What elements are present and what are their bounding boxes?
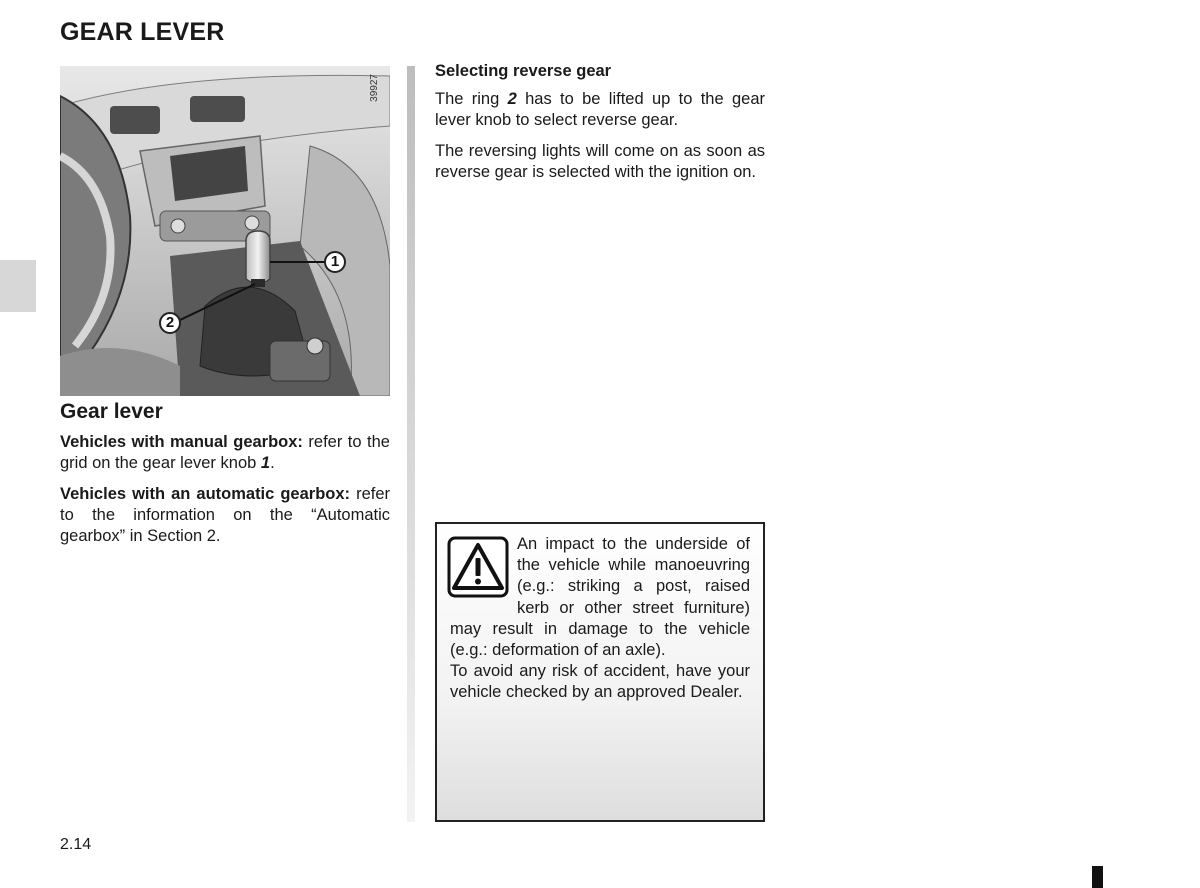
reverse-gear-paragraph: [435, 89, 765, 131]
warning-text-impact: An impact to the underside of the vehicle while manoeuvring (e.g.: striking a post, raised kerb or other street furniture) may result in damage to the vehicle (e.g.: deformation of an axle).: [450, 535, 750, 660]
reverse-gear-text-start: The ring: [435, 90, 508, 108]
warning-text-dealer: To avoid any risk of accident, have your vehicle checked by an approved Dealer.: [450, 662, 750, 702]
left-column: [60, 400, 390, 557]
automatic-gearbox-label: Vehicles with an automatic gearbox:: [60, 485, 351, 503]
warning-triangle-icon: [447, 536, 509, 598]
page-number: 2.14: [60, 836, 92, 853]
reverse-gear-text: has to be lifted up to the gear lever knob to select reverse gear.: [435, 90, 765, 129]
ring-reference: 2: [507, 90, 517, 108]
warning-box: [435, 522, 765, 822]
gear-lever-illustration: [60, 66, 390, 396]
knob-reference: 1: [260, 454, 271, 472]
column-divider: [407, 66, 415, 822]
manual-gearbox-end: .: [270, 454, 275, 472]
manual-gearbox-label: Vehicles with manual gearbox:: [60, 433, 303, 451]
callout-2: 2: [159, 312, 181, 334]
section-heading: Gear lever: [60, 400, 163, 423]
figure-reference-number: 39927: [369, 74, 380, 102]
right-column: [435, 62, 765, 193]
automatic-gearbox-paragraph: [60, 484, 390, 547]
reverse-gear-subheading: Selecting reverse gear: [435, 62, 612, 80]
callout-1: 1: [324, 251, 346, 273]
page-corner-mark: [1092, 866, 1103, 888]
page-title: GEAR LEVER: [60, 18, 225, 46]
section-tab: [0, 260, 36, 312]
manual-gearbox-paragraph: [60, 432, 390, 474]
reversing-lights-paragraph: The reversing lights will come on as soon as reverse gear is selected with the ignition on.: [435, 142, 765, 181]
manual-gearbox-text: refer to the grid on the gear lever knob: [60, 433, 390, 472]
car-interior-drawing: [60, 66, 390, 396]
automatic-gearbox-text: refer to the information on the “Automatic gearbox” in Section 2.: [60, 485, 391, 545]
